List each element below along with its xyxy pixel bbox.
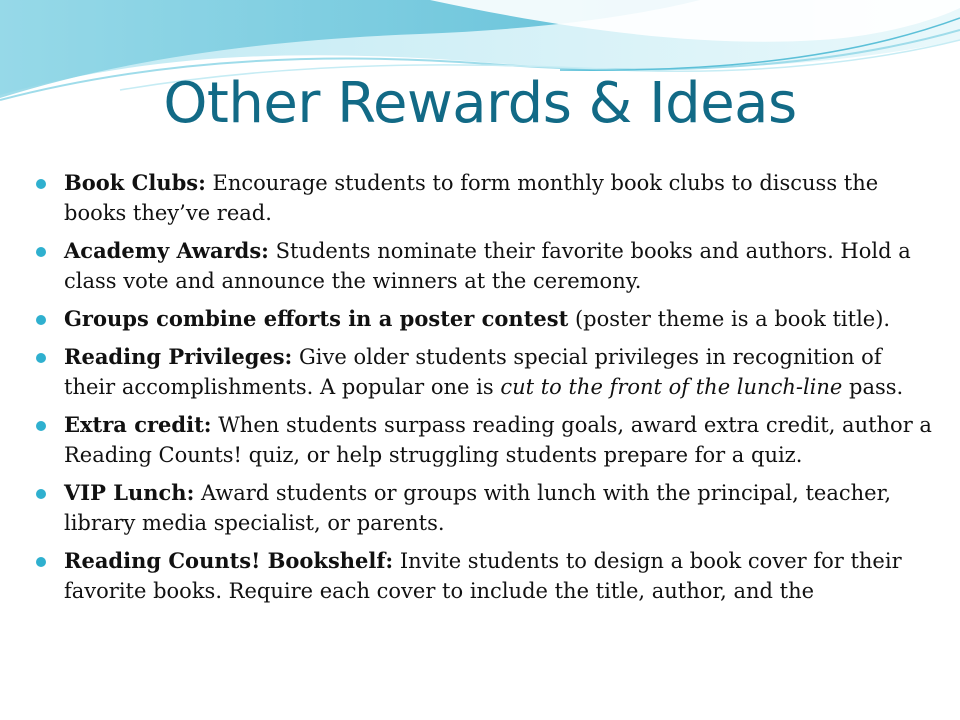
list-item (36, 236, 936, 296)
item-text: Give older students special privileges in recognition of their accomplishments. A popular one is (64, 345, 882, 399)
list-item (36, 478, 936, 538)
item-lead: Academy Awards: (64, 238, 269, 263)
list-item (36, 546, 936, 606)
item-text-after: pass. (842, 375, 904, 399)
item-text: Award students or groups with lunch with the principal, teacher, library media specialist, or parents. (64, 481, 891, 535)
list-item (36, 168, 936, 228)
item-lead: VIP Lunch: (64, 480, 195, 505)
bullet-icon (36, 421, 46, 431)
bullet-icon (36, 247, 46, 257)
item-text: When students surpass reading goals, award extra credit, author a Reading Counts! quiz, or help struggling students prepare for a quiz. (64, 413, 932, 467)
item-lead: Reading Counts! Bookshelf: (64, 548, 394, 573)
bullet-icon (36, 489, 46, 499)
item-lead: Book Clubs: (64, 170, 206, 195)
item-text: Invite students to design a book cover for their favorite books. Require each cover to include the title, author, and the (64, 549, 902, 603)
item-italic-text: cut to the front of the lunch-line (500, 375, 843, 399)
list-item (36, 342, 936, 402)
bullet-icon (36, 315, 46, 325)
list-item (36, 304, 936, 334)
item-lead: Groups combine efforts in a poster contest (64, 306, 569, 331)
bullet-icon (36, 353, 46, 363)
item-text: Encourage students to form monthly book clubs to discuss the books they’ve read. (64, 171, 879, 225)
item-lead: Reading Privileges: (64, 344, 293, 369)
list-item (36, 410, 936, 470)
item-text: Students nominate their favorite books and authors. Hold a class vote and announce the winners at the ceremony. (64, 239, 911, 293)
item-text: (poster theme is a book title). (568, 307, 891, 331)
bullet-list (36, 168, 936, 614)
item-lead: Extra credit: (64, 412, 212, 437)
bullet-icon (36, 179, 46, 189)
bullet-icon (36, 557, 46, 567)
slide-title: Other Rewards & Ideas (163, 71, 797, 136)
